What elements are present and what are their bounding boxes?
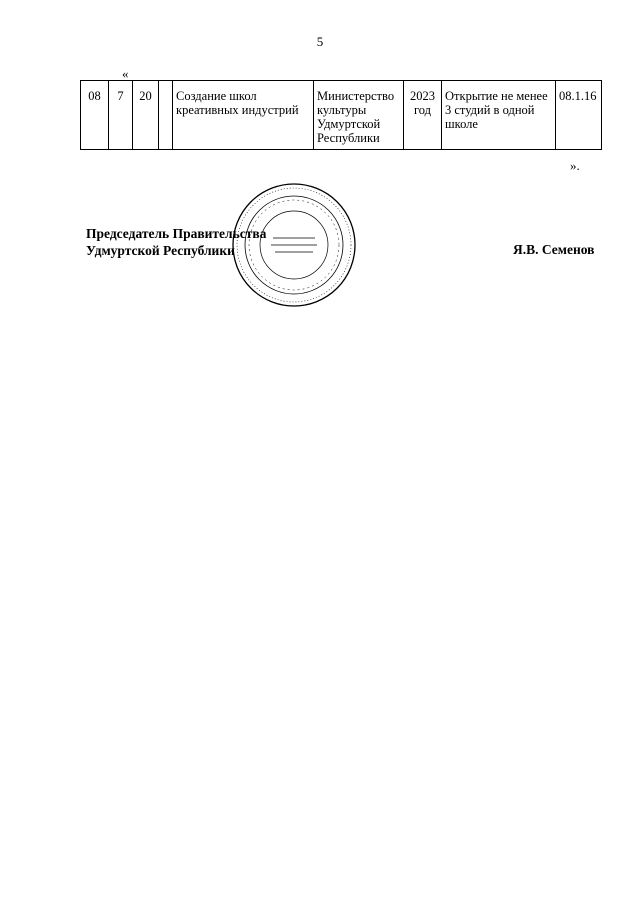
- signatory-title-line-1: Председатель Правительства: [86, 226, 267, 241]
- official-seal: [231, 182, 357, 308]
- period-cell: 2023 год: [404, 81, 442, 150]
- measure-name-cell: Создание школ креативных индустрий: [173, 81, 314, 150]
- code-cell-2: 7: [109, 81, 133, 150]
- executor-cell: Министерство культуры Удмуртской Республики: [314, 81, 404, 150]
- signatory-name: Я.В. Семенов: [513, 242, 595, 257]
- result-cell: Открытие не менее 3 студий в одной школе: [442, 81, 556, 150]
- closing-quote: ».: [570, 158, 580, 173]
- signatory-title-line-2: Удмуртской Республики: [86, 243, 235, 258]
- indicator-cell: 08.1.16: [556, 81, 602, 150]
- table-row: [81, 81, 602, 150]
- code-cell-4: [159, 81, 173, 150]
- program-table: [80, 80, 602, 150]
- opening-quote: «: [122, 66, 129, 81]
- code-cell-3: 20: [133, 81, 159, 150]
- page-number: 5: [316, 34, 324, 49]
- seal-center-lines: [271, 238, 317, 252]
- code-cell-1: 08: [81, 81, 109, 150]
